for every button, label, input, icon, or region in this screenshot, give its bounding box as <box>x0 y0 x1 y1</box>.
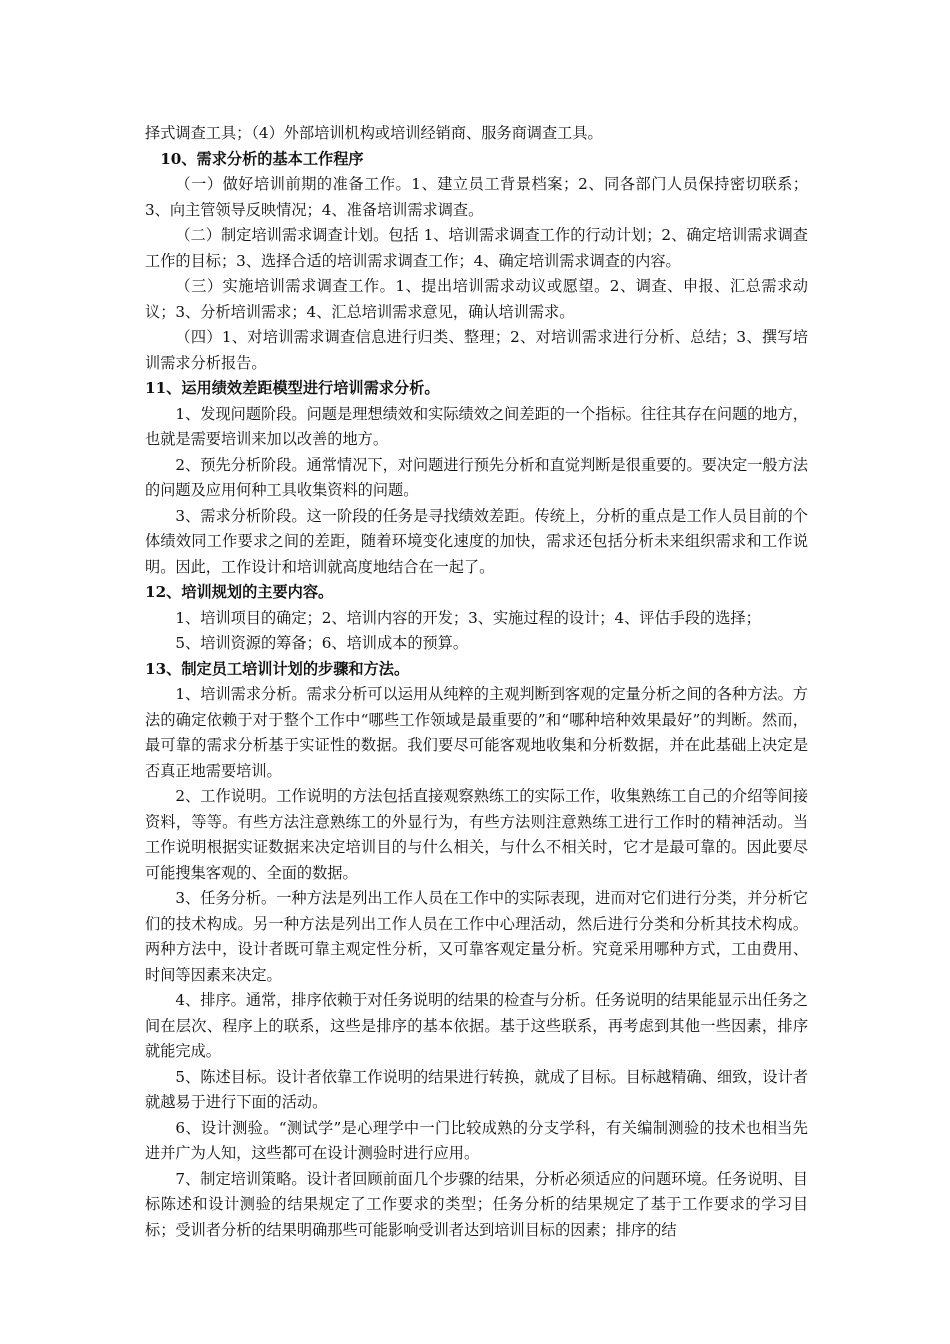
heading-section-13: 13、制定员工培训计划的步骤和方法。 <box>145 659 410 678</box>
paragraph-11-stage-3: 3、需求分析阶段。这一阶段的任务是寻找绩效差距。传统上，分析的重点是工作人员目前的个体绩效同工作要求之间的差距，随着环境变化速度的加快，需求还包括分析未来组织需求和工作说明。因此，工作设计和培训就高度地结合在一起了。 <box>145 506 808 576</box>
paragraph-13-step-6: 6、设计测验。“测试学”是心理学中一门比较成熟的分支学科，有关编制测验的技术也相当先进并广为人知，这些都可在设计测验时进行应用。 <box>145 1118 808 1162</box>
paragraph-10-step-3: （三）实施培训需求调查工作。1、提出培训需求动议或愿望。2、调查、申报、汇总需求动议；3、分析培训需求；4、汇总培训需求意见，确认培训需求。 <box>145 277 808 321</box>
paragraph-13-step-4: 4、排序。通常，排序依赖于对任务说明的结果的检查与分析。任务说明的结果能显示出任务之间在层次、程序上的联系，这些是排序的基本依据。基于这些联系，再考虑到其他一些因素，排序就能完成。 <box>145 991 808 1060</box>
paragraph-10-step-4: （四）1、对培训需求调查信息进行归类、整理；2、对培训需求进行分析、总结；3、撰写培训需求分析报告。 <box>145 328 808 372</box>
paragraph-10-step-1: （一）做好培训前期的准备工作。1、建立员工背景档案；2、同各部门人员保持密切联系；3、向主管领导反映情况；4、准备培训需求调查。 <box>145 175 808 219</box>
paragraph-13-step-3: 3、任务分析。一种方法是列出工作人员在工作中的实际表现，进而对它们进行分类，并分析它们的技术构成。另一种方法是列出工作人员在工作中心理活动，然后进行分类和分析其技术构成。两种方法中，设计者既可靠主观定性分析，又可靠客观定量分析。究竟采用哪种方式，工由费用、时间等因素来决定。 <box>145 889 808 984</box>
paragraph-13-step-7: 7、制定培训策略。设计者回顾前面几个步骤的结果，分析必须适应的问题环境。任务说明、目标陈述和设计测验的结果规定了工作要求的类型；任务分析的结果规定了基于工作要求的学习目标；受训者分析的结果明确那些可能影响受训者达到培训目标的因素；排序的结 <box>145 1169 808 1239</box>
paragraph-12-items-1: 1、培训项目的确定；2、培训内容的开发；3、实施过程的设计；4、评估手段的选择； <box>175 608 761 627</box>
heading-section-10: 10、需求分析的基本工作程序 <box>160 149 364 168</box>
document-page <box>145 121 808 1243</box>
paragraph-survey-tools-end: 择式调查工具；（4）外部培训机构或培训经销商、服务商调查工具。 <box>145 124 603 142</box>
paragraph-11-stage-2: 2、预先分析阶段。通常情况下，对问题进行预先分析和直觉判断是很重要的。要决定一般方法的问题及应用何种工具收集资料的问题。 <box>145 455 808 499</box>
paragraph-11-stage-1: 1、发现问题阶段。问题是理想绩效和实际绩效之间差距的一个指标。往往其存在问题的地方，也就是需要培训来加以改善的地方。 <box>145 404 808 448</box>
heading-section-11: 11、运用绩效差距模型进行培训需求分析。 <box>145 379 440 397</box>
paragraph-12-items-2: 5、培训资源的筹备；6、培训成本的预算。 <box>175 634 469 652</box>
heading-section-12: 12、培训规划的主要内容。 <box>145 583 334 601</box>
paragraph-13-step-5: 5、陈述目标。设计者依靠工作说明的结果进行转换，就成了目标。目标越精确、细致，设计者就越易于进行下面的活动。 <box>145 1067 808 1111</box>
paragraph-13-step-1: 1、培训需求分析。需求分析可以运用从纯粹的主观判断到客观的定量分析之间的各种方法。方法的确定依赖于对于整个工作中“哪些工作领域是最重要的”和“哪种培种效果最好”的判断。然而，最可靠的需求分析基于实证性的数据。我们要尽可能客观地收集和分析数据，并在此基础上决定是否真正地需要培训。 <box>145 685 808 780</box>
paragraph-13-step-2: 2、工作说明。工作说明的方法包括直接观察熟练工的实际工作，收集熟练工自己的介绍等间接资料，等等。有些方法注意熟练工的外显行为，有些方法则注意熟练工进行工作时的精神活动。当工作说明根据实证数据来决定培训目的与什么相关，与什么不相关时，它才是最可靠的。因此要尽可能搜集客观的、全面的数据。 <box>145 787 808 882</box>
paragraph-10-step-2: （二）制定培训需求调查计划。包括 1、培训需求调查工作的行动计划；2、确定培训需求调查工作的目标；3、选择合适的培训需求调查工作；4、确定培训需求调查的内容。 <box>145 226 808 270</box>
